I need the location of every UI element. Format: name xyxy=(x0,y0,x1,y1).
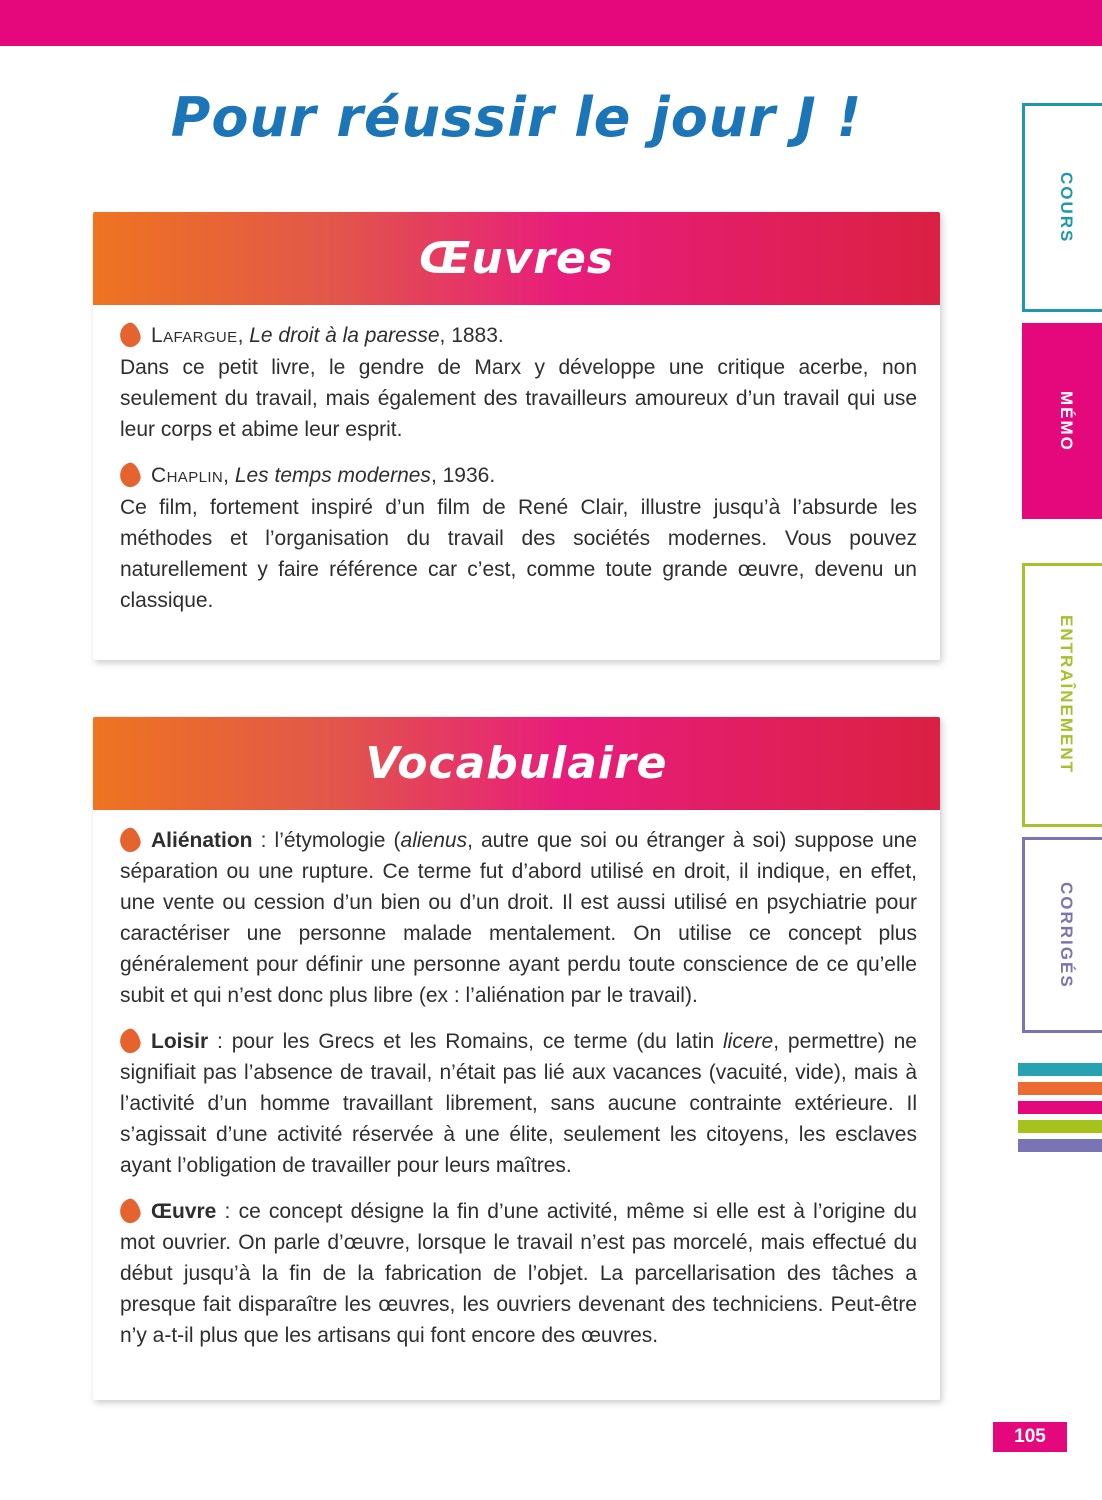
color-bar-pink xyxy=(1018,1101,1102,1114)
color-bar-orange xyxy=(1018,1082,1102,1095)
orange-drop-icon xyxy=(117,321,142,349)
color-bar-purple xyxy=(1018,1139,1102,1152)
work-reference-lafargue xyxy=(120,320,917,351)
work-reference-chaplin xyxy=(120,460,917,491)
work-reference-text: Lafargue, Le droit à la paresse, 1883. xyxy=(151,324,504,347)
tab-memo-active xyxy=(1022,323,1102,519)
oeuvres-card xyxy=(93,212,940,660)
vocabulaire-card-title: Vocabulaire xyxy=(365,738,668,789)
tab-memo-label: MÉMO xyxy=(1057,390,1076,452)
vocab-entry-alienation xyxy=(120,825,917,1011)
tab-corriges xyxy=(1022,837,1102,1033)
vocab-entry-oeuvre xyxy=(120,1196,917,1351)
page-number-text: 105 xyxy=(1014,1426,1046,1447)
orange-drop-icon xyxy=(117,1197,142,1225)
orange-drop-icon xyxy=(117,461,142,489)
oeuvres-card-header xyxy=(93,212,940,305)
top-accent-bar xyxy=(0,0,1102,46)
oeuvres-card-title: Œuvres xyxy=(418,233,615,284)
vocabulaire-card-body xyxy=(93,810,940,1377)
vocab-entry-loisir xyxy=(120,1026,917,1181)
vocabulaire-card xyxy=(93,717,940,1400)
color-bar-teal xyxy=(1018,1063,1102,1076)
tab-corriges-label: CORRIGÉS xyxy=(1057,881,1076,989)
tab-cours-label: COURS xyxy=(1057,171,1076,244)
tab-entrainement xyxy=(1022,563,1102,827)
tab-cours xyxy=(1022,103,1102,312)
orange-drop-icon xyxy=(117,1027,142,1055)
work-reference-text: Chaplin, Les temps modernes, 1936. xyxy=(151,464,496,487)
page-title: Pour réussir le jour J ! xyxy=(170,86,863,149)
tab-entrainement-label: ENTRAÎNEMENT xyxy=(1057,615,1076,775)
vocab-entry-text: Aliénation : l’étymologie (alienus, autre que soi ou étranger à soi) suppose une séparation ou une rupture. Ce terme fut d’abord utilisé en droit, il indique, en effet, une vente ou cession d’un bien ou d’un droit. Il est aussi utilisé en psychiatrie pour caractériser une personne malade mentalement. On utilise ce concept plus généralement pour définir une personne ayant perdu toute conscience de ce qu’elle subit et qui n’est donc plus libre (ex : l’aliénation par le travail). xyxy=(120,829,918,1007)
vocab-entry-text: Œuvre : ce concept désigne la fin d’une activité, même si elle est à l’origine du mot ouvrier. On parle d’œuvre, lorsque le travail n’est pas morcelé, mais effectué du début jusqu’à la fin de la fabrication de l’objet. La parcellarisation des tâches a presque fait disparaître les œuvres, les ouvriers devenant des techniciens. Peut-être n’y a-t-il plus que les artisans qui font encore des œuvres. xyxy=(120,1200,917,1347)
page-number-badge xyxy=(993,1422,1067,1452)
oeuvres-card-body xyxy=(93,305,940,657)
orange-drop-icon xyxy=(117,826,142,854)
work-description-chaplin: Ce film, fortement inspiré d’un film de René Clair, illustre jusqu’à l’absurde les méthodes et l’organisation du travail des sociétés modernes. Vous pouvez naturellement y faire référence car c’est, comme toute grande œuvre, devenu un classique. xyxy=(120,496,917,612)
vocab-entry-text: Loisir : pour les Grecs et les Romains, ce terme (du latin licere, permettre) ne signifiait pas l’absence de travail, n’était pas lié aux vacances (vacuité, vide), mais à l’activité d’un homme travaillant librement, sans aucune contrainte extérieure. Il s’agissait d’une activité réservée à une élite, seulement les citoyens, les esclaves ayant l’obligation de travailler pour leurs maîtres. xyxy=(120,1030,917,1177)
vocabulaire-card-header xyxy=(93,717,940,810)
color-bar-green xyxy=(1018,1120,1102,1133)
work-description-lafargue: Dans ce petit livre, le gendre de Marx y développe une critique acerbe, non seulement du travail, mais également des travailleurs amoureux d’un travail qui use leur corps et abime leur esprit. xyxy=(120,356,917,441)
